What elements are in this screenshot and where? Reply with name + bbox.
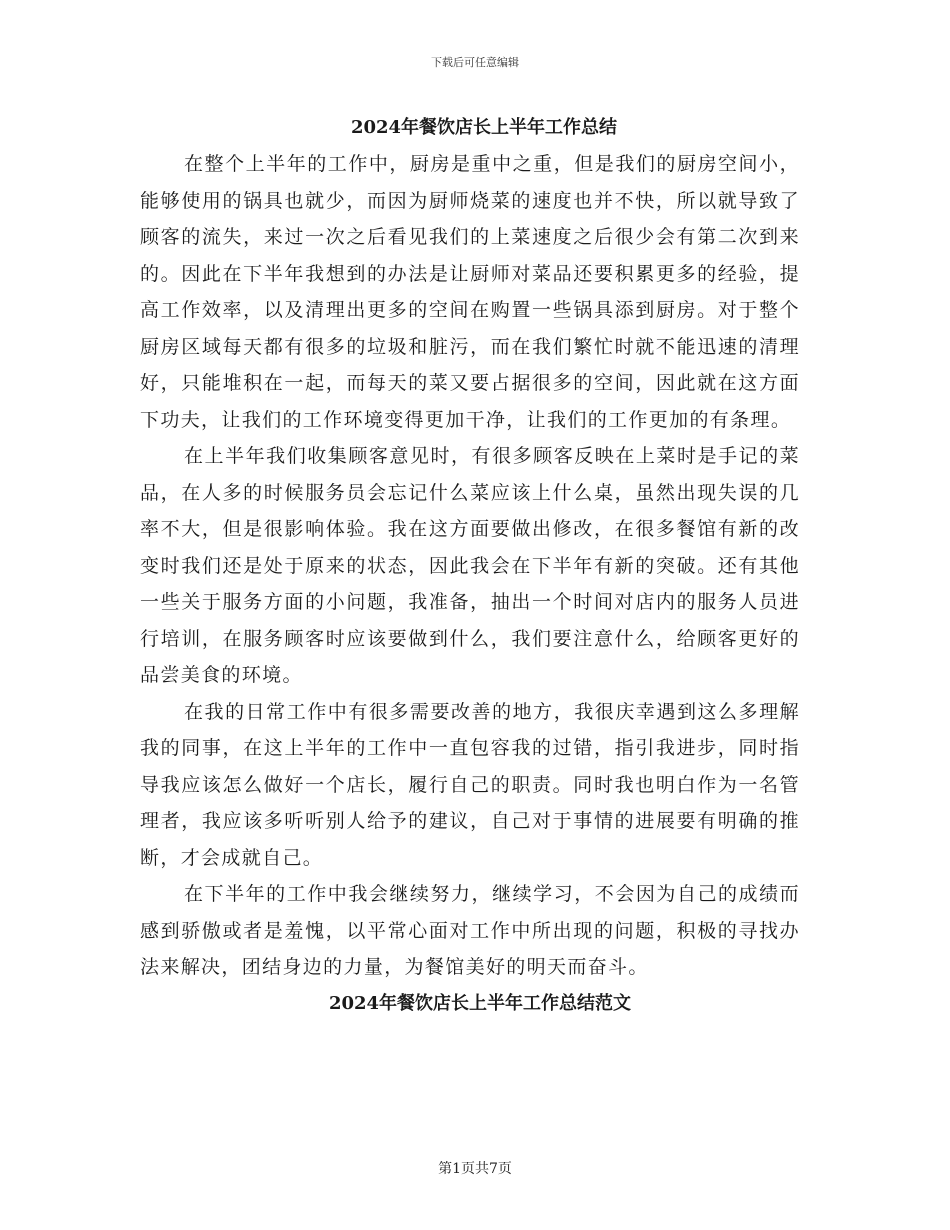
document-title: 2024年餐饮店长上半年工作总结 — [350, 117, 618, 138]
header-note: 下载后可任意编辑 — [431, 56, 519, 69]
paragraph-1: 在整个上半年的工作中，厨房是重中之重，但是我们的厨房空间小，能够使用的锅具也就少，而因为厨师烧菜的速度也并不快，所以就导致了顾客的流失，来过一次之后看见我们的上菜速度之后很少会有第二次到来的。因此在下半年我想到的办法是让厨师对菜品还要积累更多的经验，提高工作效率，以及清理出更多的空间在购置一些锅具添到厨房。对于整个厨房区域每天都有很多的垃圾和脏污，而在我们繁忙时就不能迅速的清理好，只能堆积在一起，而每天的菜又要占据很多的空间，因此就在这方面下功夫，让我们的工作环境变得更加干净，让我们的工作更加的有条理。 — [140, 153, 800, 431]
page-indicator: 第1页共7页 — [438, 1161, 512, 1177]
paragraph-4: 在下半年的工作中我会继续努力，继续学习，不会因为自己的成绩而感到骄傲或者是羞愧，以平常心面对工作中所出现的问题，积极的寻找办法来解决，团结身边的力量，为餐馆美好的明天而奋斗。 — [140, 883, 800, 978]
section-title: 2024年餐饮店长上半年工作总结范文 — [328, 992, 632, 1014]
paragraph-3: 在我的日常工作中有很多需要改善的地方，我很庆幸遇到这么多理解我的同事，在这上半年的工作中一直包容我的过错，指引我进步，同时指导我应该怎么做好一个店长，履行自己的职责。同时我也明白作为一名管理者，我应该多听听别人给予的建议，自己对于事情的进展要有明确的推断，才会成就自己。 — [140, 700, 800, 869]
paragraph-2: 在上半年我们收集顾客意见时，有很多顾客反映在上菜时是手记的菜品，在人多的时候服务员会忘记什么菜应该上什么桌，虽然出现失误的几率不大，但是很影响体验。我在这方面要做出修改，在很多餐馆有新的改变时我们还是处于原来的状态，因此我会在下半年有新的突破。还有其他一些关于服务方面的小问题，我准备，抽出一个时间对店内的服务人员进行培训，在服务顾客时应该要做到什么，我们要注意什么，给顾客更好的品尝美食的环境。 — [140, 445, 800, 686]
document-body — [140, 110, 800, 1022]
